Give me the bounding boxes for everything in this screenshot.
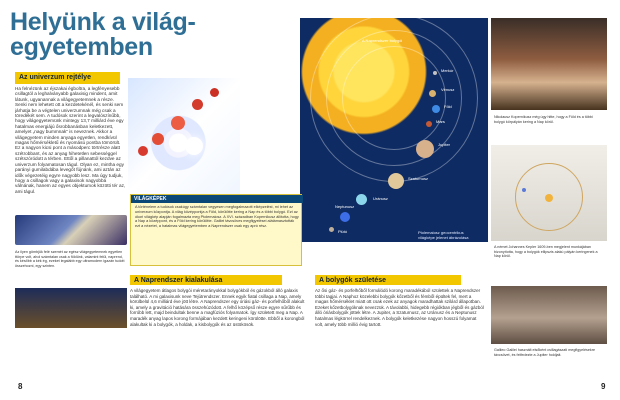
right-page-number: 9 [601,382,606,391]
saturn-label: Szaturnusz [408,176,429,181]
pluto-icon [329,227,334,232]
left-section-title: Az univerzum rejtélye [15,72,120,84]
red-planet-3 [171,116,185,130]
lower-right-text: Az ősi gáz- és porfelhőből formálódó korong maradékából születtek a Naprendszer többi tagjai. A Naphoz közelebbi bolygók kőzetből és fémből épültek fel, mert a magas hőmérséklet miatt ott csak ezek az anyagok maradhattak szilárd állapotban. Ezeket kőzetbolygóknak nevezzük. A távolabbi, hidegebb régiókban jégből és gázból álló óriásbolygók jöttek létre. A Jupiter, a Szaturnusz, az Uránusz és a Neptunusz hatalmas légkörrel rendelkeznek. A bolygók keletkezése nagyon hosszú folyamat volt, amely több millió évig tartott. [315,288,484,327]
info-box-text: A történelem a tudósok csakúgy számtalan vegyesen megfogalmazott elképzelést, mi lehet az univerzum központja. A világ középpontja a Föld, körülötte kering a Nap és a többi bolygó. Ezt az ókori világkép alapján fogalmazta meg Ptolemaiosz. A XVI. században Kopernikusz állította, hogy a Nap a középpont, és a Föld kering körülötte. Galilei távcsöves megfigyelései alátámasztották ezt a nézetet, a hatalmas világegyetemben a Naprendszer csak egy apró rész. [135,205,299,229]
mercury-label: Merkúr [441,68,454,73]
mercury-icon [433,71,437,75]
mars-icon [426,121,432,127]
left-caption: Az ilyen gömbjük felé szemét az egész világegyetemnek egyetlen ttörpe volt, ahol számtalan csak a földünk, valamint felül, naprend, és később a kék ég, ezeket legalább egy ultramodern igazán tudott összehozni, egy szinten. [15,250,125,268]
jupiter-icon [416,140,434,158]
galileo-caption: Galileo Galilei használt elsőként csillagászati megfigyelésekre távcsövet, és felfedezte a Jupiter holdjait. [494,348,596,357]
red-planet-4 [192,99,203,110]
kepler-caption: A német Johannes Kepler 1609-ben megjelent munkájában bizonyította, hogy a bolygók ellipszis alakú pályán keringenek a Nap körül. [494,245,598,258]
galileo-scene [491,286,607,344]
kepler-diagram [491,145,607,241]
info-box-header: VILÁGKÉPEK [131,195,303,203]
venus-icon [429,90,436,97]
lower-left-text: A világegyetem átlagos bolygói méretarányokkal bolygókból és gázokból álló galaxis található. A mi galaxisunk neve Tejútrendszer. Ennek egyik fiatal csillaga a Nap, amely körülbelül 4,6 milliárd éve jött létre. A Naprendszer egy óriási gáz- és porfelhőből alakult ki, amely a gravitáció hatására összehúzódott. A felhő középső része egyre sűrűbb és forróbb lett, majd beindultak benne a magfúziós folyamatok. Így született meg a Nap. A maradék anyag lapos korong formájában kezdett keringeni körülötte. Ebből a korongból alakultak ki a bolygók, a holdak, a kisbolygók és az üstökösök. [130,288,305,327]
page-title: Helyünk a világ-egyetemben [10,8,196,61]
earth-label: Föld [444,104,452,109]
venus-label: Vénusz [441,87,455,92]
copernicus-caption: Nikolausz Kopernikusz még úgy hitte, hogy a Föld és a többi bolygó körpályán kering a Nap körül. [494,115,593,124]
planet-collision-illustration [128,78,240,196]
uranus-icon [356,194,367,205]
red-planet-1 [138,146,148,156]
red-planet-2 [152,133,164,145]
left-intro-text: Ha felnézünk az éjszakai égboltra, a legfényesebb csillagtól a leghalványabb galaxisig mindent, amit látunk, ugyanannak a világegyetemnek a része. Senki nem lehetett ott a kezdetekénél, és senki sem járhatja be a végtelen univerzumnak még csak a töredékét sem. A tudósok szerint a legvalószínűbb, hogy világegyetemünk mintegy 13,7 milliárd éve egy hatalmas energiájú ősrobbanásban keletkezett, amelyet „nagy bummnak” is neveznek. Akkor a világegyetem minden anyaga egyetlen, rendkívül magas hőmérsékletű és nyomású pontba tömörült. Ez a nagyon kicsi pont a másodperc törtrésze alatt szétrobbant, és az anyag hihetetlen sebességgel szétszóródott a térben. Ettől a pillanattól kezdve az univerzum folyamatosan tágul. Olyan ez, mintha egy parányi gumilabdába levegőt fújnánk, ami aztán az idők végezetéig egyre nagyobb lesz. Ma úgy tudjuk, hogy a csillagok vagy a galaxisok nagyobbá válnának, hanem az egyes objektumok közötti tér az, ami tágul. [15,86,126,194]
galaxy-image [15,215,127,245]
mars-label: Mars [436,119,445,124]
info-box [130,194,302,266]
copernicus-portrait [491,18,607,110]
uranus-label: Uránusz [373,196,388,201]
center-footnote: Ptolemaiosz geocentrikus világképe jelenet ábrázolása [418,230,469,240]
nebula-image [15,288,127,328]
lower-left-section-title: A Naprendszer kialakulása [130,275,282,285]
red-planet-5 [210,88,219,97]
solar-system-diagram [300,18,488,242]
jupiter-label: Jupiter [438,142,451,147]
pluto-label: Plútó [338,229,348,234]
neptune-label: Neptunusz [335,204,355,209]
left-page-number: 8 [18,382,23,391]
earth-icon [432,105,440,113]
saturn-icon [388,173,404,189]
lower-right-section-title: A bolygók születése [315,275,461,285]
neptune-icon [340,212,350,222]
white-core [185,137,203,155]
solar-system-label: A Naprendszer bolygói [362,38,403,43]
